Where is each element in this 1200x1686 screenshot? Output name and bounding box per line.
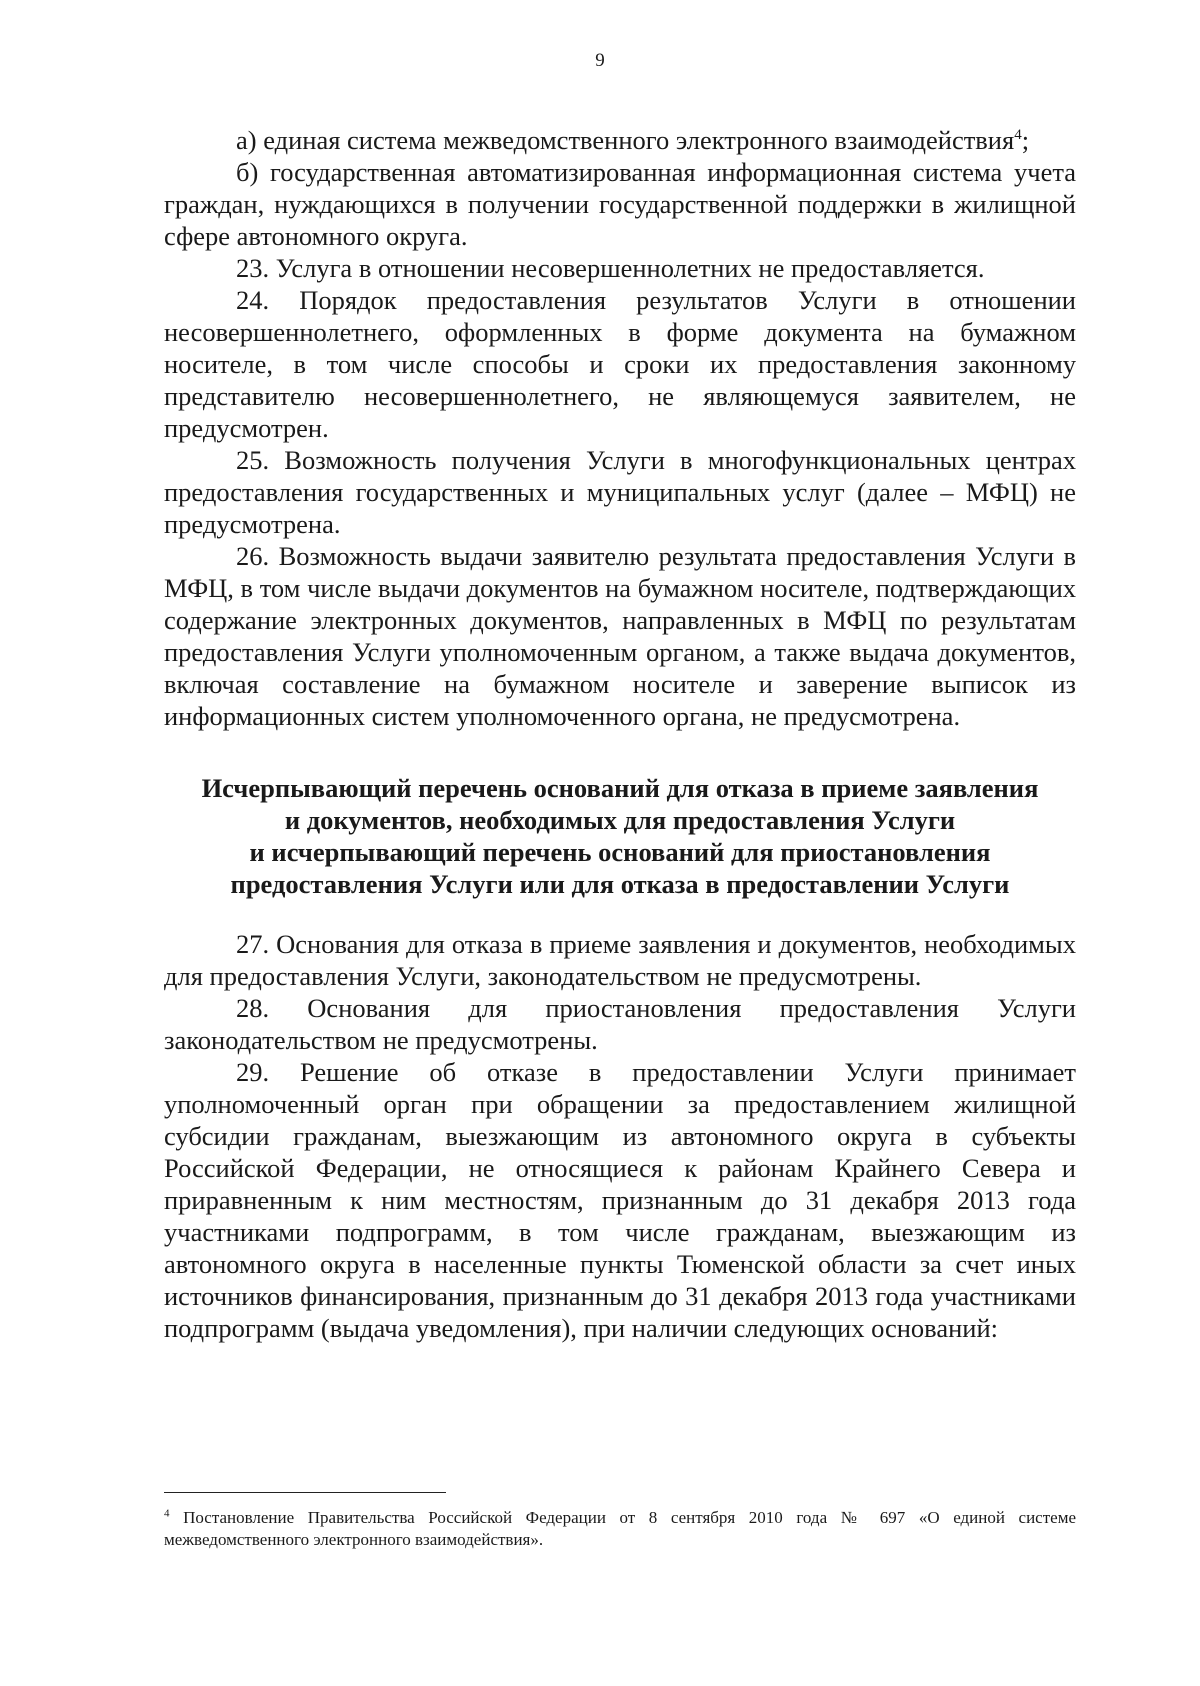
heading-line: и исчерпывающий перечень оснований для приостановления [249,837,991,867]
footnote-marker: 4 [164,1507,170,1520]
paragraph-26: 26. Возможность выдачи заявителю результата предоставления Услуги в МФЦ, в том числе выдачи документов на бумажном носителе, подтверждающих содержание электронных документов, направленных в МФЦ по результатам предоставления Услуги уполномоченным органом, а также выдача документов, включая составление на бумажном носителе и заверение выписок из информационных систем уполномоченного органа, не предусмотрена. [164,541,1076,731]
paragraph-28: 28. Основания для приостановления предоставления Услуги законодательством не предусмотрены. [164,993,1076,1055]
paragraph-23: 23. Услуга в отношении несовершеннолетних не предоставляется. [236,253,985,283]
footnote [164,1507,1076,1551]
footnote-text: Постановление Правительства Российской Федерации от 8 сентября 2010 года № 697 «О единой системе межведомственного электронного взаимодействия». [164,1508,1077,1549]
paragraph-24: 24. Порядок предоставления результатов Услуги в отношении несовершеннолетнего, оформленных в форме документа на бумажном носителе, в том числе способы и сроки их предоставления законному представителю несовершеннолетнего, не являющемуся заявителем, не предусмотрен. [164,285,1076,443]
heading-line: и документов, необходимых для предоставления Услуги [284,805,956,835]
heading-line: Исчерпывающий перечень оснований для отказа в приеме заявления [201,773,1039,803]
paragraph-a [164,124,1076,156]
footnote-divider [164,1492,446,1493]
paragraph-29: 29. Решение об отказе в предоставлении Услуги принимает уполномоченный орган при обращении за предоставлением жилищной субсидии гражданам, выезжающим из автономного округа в субъекты Российской Федерации, не относящиеся к районам Крайнего Севера и приравненным к ним местностям, признанным до 31 декабря 2013 года участниками подпрограмм, в том числе гражданам, выезжающим из автономного округа в населенные пункты Тюменской области за счет иных источников финансирования, признанным до 31 декабря 2013 года участниками подпрограмм (выдача уведомления), при наличии следующих оснований: [164,1057,1076,1343]
paragraph-27: 27. Основания для отказа в приеме заявления и документов, необходимых для предоставления Услуги, законодательством не предусмотрены. [164,929,1076,991]
page-number: 9 [595,50,605,71]
heading-line: предоставления Услуги или для отказа в предоставлении Услуги [230,869,1010,899]
paragraph-25: 25. Возможность получения Услуги в многофункциональных центрах предоставления государственных и муниципальных услуг (далее – МФЦ) не предусмотрена. [164,445,1076,539]
document-body [164,124,1076,1344]
paragraph-a-text: а) единая система межведомственного электронного взаимодействия [236,125,1015,155]
paragraph-a-tail: ; [1021,125,1030,155]
section-heading [164,772,1076,900]
paragraph-b: б) государственная автоматизированная информационная система учета граждан, нуждающихся в получении государственной поддержки в жилищной сфере автономного округа. [164,157,1076,251]
footnote-ref[interactable]: 4 [1014,127,1022,144]
